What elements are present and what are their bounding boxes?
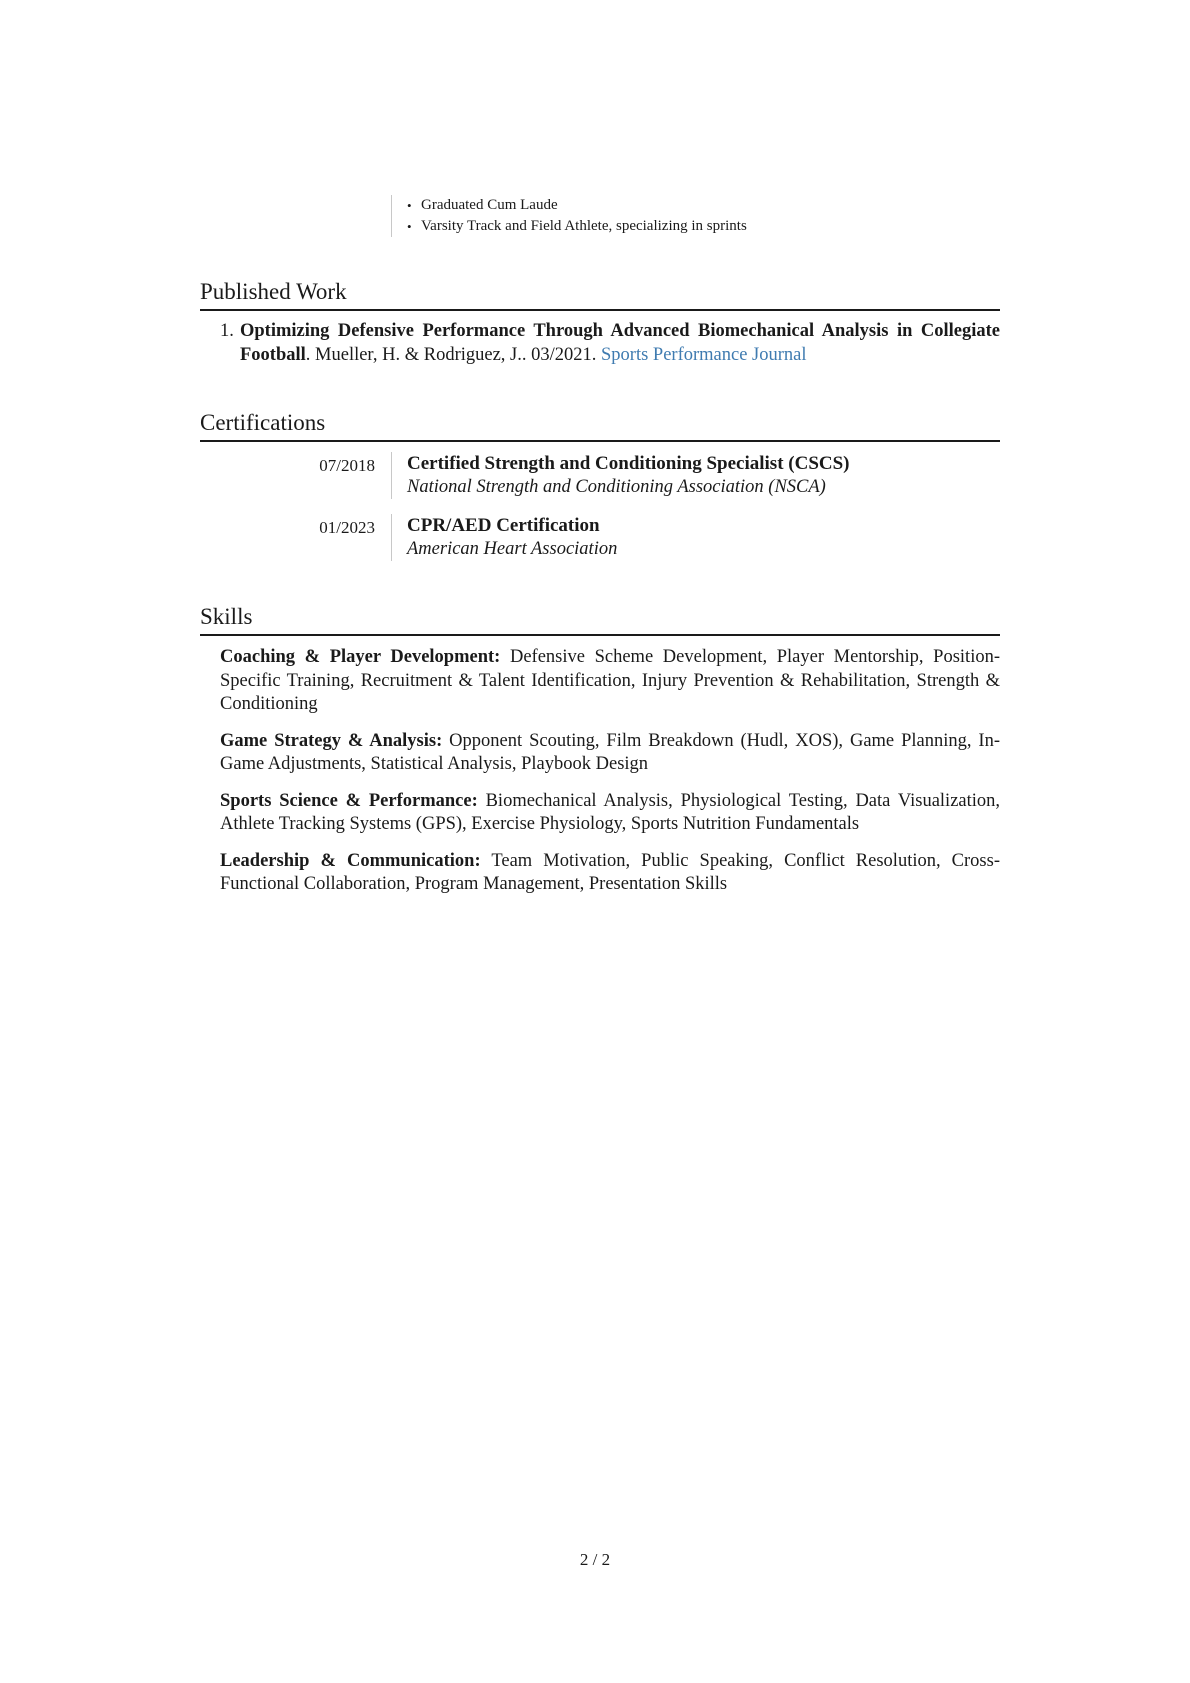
skill-items: Team Motivation, Public Speaking, Conflict Resolution, Cross-Functional Collaboration, Program Management, Presentation Skills [220, 850, 1000, 894]
certification-date: 01/2023 [319, 518, 375, 537]
skills-section [200, 602, 1000, 910]
published-work-section [200, 277, 1000, 367]
certification-body [391, 514, 1007, 561]
certification-organization: National Strength and Conditioning Association (NSCA) [407, 477, 826, 497]
certification-organization: American Heart Association [407, 539, 618, 559]
section-title-skills: Skills [200, 602, 1000, 636]
skill-category: Sports Science & Performance: [220, 790, 478, 811]
skill-items: Defensive Scheme Development, Player Mentorship, Position-Specific Training, Recruitment & Talent Identification, Injury Prevention & Rehabilitation, Strength & Conditioning [220, 647, 1000, 714]
education-bullet: • Varsity Track and Field Athlete, specializing in sprints [407, 216, 1027, 237]
publication-title: Optimizing Defensive Performance Through Advanced Biomechanical Analysis in Collegiate Football [240, 321, 1000, 365]
page-number: 2 / 2 [579, 1550, 611, 1569]
skill-group [220, 730, 1000, 777]
skill-category: Leadership & Communication: [220, 850, 481, 871]
skill-group [220, 850, 1000, 897]
skill-items: Biomechanical Analysis, Physiological Testing, Data Visualization, Athlete Tracking Systems (GPS), Exercise Physiology, Sports Nutrition Fundamentals [220, 790, 1001, 834]
certification-date: 07/2018 [319, 456, 375, 475]
skill-items: Opponent Scouting, Film Breakdown (Hudl, XOS), Game Planning, In-Game Adjustments, Statistical Analysis, Playbook Design [220, 730, 1000, 774]
publication-list [200, 319, 1000, 367]
skill-category: Game Strategy & Analysis: [220, 730, 443, 751]
publication-link[interactable]: Sports Performance Journal [601, 345, 807, 365]
education-continuation [391, 195, 1027, 237]
certification-item [200, 514, 1000, 566]
certification-item [200, 452, 1000, 504]
publication-details: . Mueller, H. & Rodriguez, J.. 03/2021. [305, 345, 602, 365]
certification-name: Certified Strength and Conditioning Specialist (CSCS) [407, 453, 850, 474]
certification-list [200, 452, 1000, 566]
section-title-published-work: Published Work [200, 277, 1000, 311]
skills-list [200, 646, 1000, 897]
education-bullets [407, 195, 1027, 237]
publication-item [200, 319, 1000, 367]
publication-number: 1. [220, 321, 234, 341]
skill-group [220, 790, 1000, 837]
certification-body [391, 452, 1007, 499]
skill-group [220, 646, 1000, 717]
education-bullet: • Graduated Cum Laude [407, 195, 1027, 216]
certification-name: CPR/AED Certification [407, 515, 600, 536]
section-title-certifications: Certifications [200, 408, 1000, 442]
skill-category: Coaching & Player Development: [220, 647, 501, 667]
certifications-section [200, 408, 1000, 576]
